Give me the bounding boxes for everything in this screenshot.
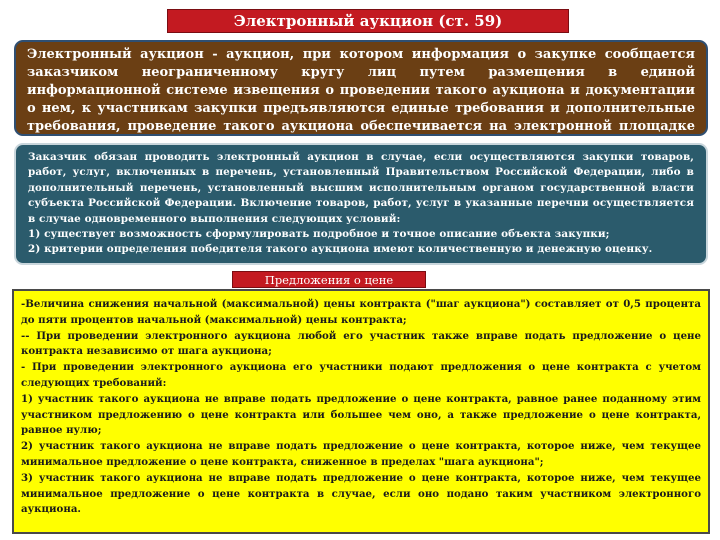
section-subtitle [232, 271, 426, 288]
slide-title-text: Электронный аукцион (ст. 59) [233, 12, 503, 30]
obligation-condition: 1) существует возможность сформулировать подробное и точное описание объекта закупки; [28, 228, 610, 241]
section-subtitle-text: Предложения о цене [264, 272, 394, 287]
slide-title [167, 9, 569, 33]
definition-text: Электронный аукцион - аукцион, при котором информация о закупке сообщается заказчиком неограниченному кругу лиц путем размещения в единой информационной системе извещения о проведении такого аукциона и документации о нем, к участникам закупки предъявляются единые требования и дополнительные требования, проведение такого аукциона обеспечивается на электронной площадке [27, 47, 695, 134]
price-offers-box [12, 289, 710, 534]
obligation-intro: Заказчик обязан проводить электронный аукцион в случае, если осуществляются закупки товаров, работ, услуг, включенных в перечень, установленный Правительством Российской Федерации, либо в дополнительный перечень, установленный высшим исполнительным органом государственной власти субъекта Российской Федерации. Включение товаров, работ, услуг в указанные перечни осуществляется в случае одновременного выполнения следующих условий: [28, 151, 694, 225]
obligation-condition: 2) критерии определения победителя такого аукциона имеют количественную и денежную оценку. [28, 243, 653, 256]
obligation-box [14, 143, 708, 265]
price-offer-item: 3) участник такого аукциона не вправе подать предложение о цене контракта, которое ниже, чем текущее минимальное предложение о цене контракта в случае, если оно подано таким участником электронного аукциона. [21, 471, 701, 516]
price-offer-item: -Величина снижения начальной (максимальной) цены контракта ("шаг аукциона") составляет от 0,5 процента до пяти процентов начальной (максимальной) цены контракта; [21, 298, 701, 326]
price-offer-item: 2) участник такого аукциона не вправе подать предложение о цене контракта, которое ниже, чем текущее минимальное предложение о цене контракта, сниженное в пределах "шага аукциона"; [21, 440, 701, 468]
price-offer-item: 1) участник такого аукциона не вправе подать предложение о цене контракта, равное ранее поданному этим участником предложению о цене контракта или большее чем оно, а также предложение о цене контракта, равное нулю; [21, 392, 701, 437]
definition-box [14, 40, 708, 136]
price-offer-item: -- При проведении электронного аукциона любой его участник также вправе подать предложение о цене контракта независимо от шага аукциона; [21, 329, 701, 358]
price-offer-item: - При проведении электронного аукциона его участники подают предложения о цене контракта с учетом следующих требований: [21, 361, 701, 389]
